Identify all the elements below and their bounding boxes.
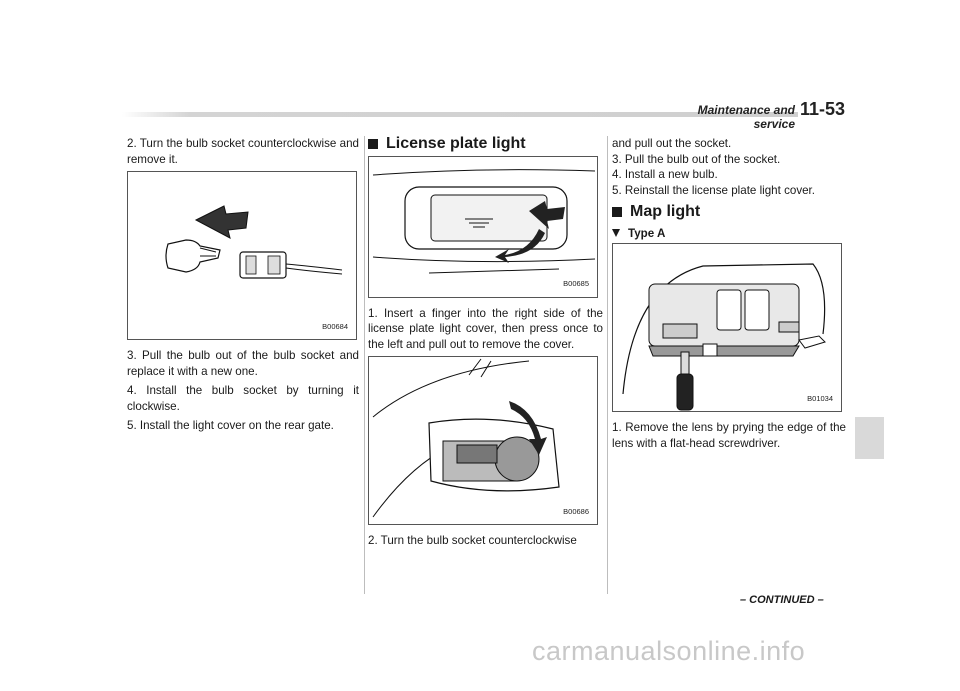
step-3-text: 3. Pull the bulb out of the bulb socket and replace it with a new one. — [127, 349, 359, 378]
step-4-text: 4. Install the bulb socket by turning it clockwise. — [127, 384, 359, 413]
step-1-text: 1. Insert a finger into the right side of the license plate light cover, then press once to the left and pull out to remove the cover. — [368, 306, 603, 351]
step-2-text: 2. Turn the bulb socket counterclockwise — [368, 534, 577, 547]
figure-map-light — [612, 243, 842, 412]
column-2 — [368, 136, 603, 553]
square-bullet-icon — [368, 139, 378, 149]
heading-text: License plate light — [386, 135, 526, 152]
map-light-illustration — [613, 244, 841, 411]
heading-text: Map light — [630, 203, 701, 220]
step-1-text: 1. Remove the lens by prying the edge of the lens with a flat-head screwdriver. — [612, 421, 846, 450]
step-2-text: 2. Turn the bulb socket counterclockwise and remove it. — [127, 137, 359, 166]
step-4-text: 4. Install a new bulb. — [612, 168, 718, 181]
figure-license-socket — [368, 356, 598, 525]
square-bullet-icon — [612, 207, 622, 217]
chapter-tab — [855, 417, 884, 459]
license-socket-illustration — [369, 357, 597, 524]
section-heading — [612, 204, 846, 220]
step-5-text: 5. Install the light cover on the rear gate. — [127, 419, 334, 432]
section-heading — [368, 136, 603, 152]
triangle-bullet-icon — [612, 229, 620, 237]
column-3 — [612, 136, 846, 455]
figure-code: B00686 — [563, 506, 589, 516]
page-number: 11-53 — [800, 99, 846, 119]
section-title: Maintenance and service — [697, 103, 795, 131]
figure-code: B00684 — [322, 321, 348, 331]
bulb-socket-illustration — [128, 172, 356, 339]
figure-license-light — [368, 156, 598, 298]
column-divider — [364, 136, 365, 594]
figure-bulb-socket — [127, 171, 357, 340]
column-1 — [127, 136, 359, 438]
column-divider — [607, 136, 608, 594]
subheading — [612, 226, 846, 242]
continued-footer: – CONTINUED – — [740, 594, 824, 606]
figure-code: B00685 — [563, 279, 589, 288]
step-5-text: 5. Reinstall the license plate light cover. — [612, 183, 816, 197]
figure-code: B01034 — [807, 393, 833, 403]
subheading-text: Type A — [628, 226, 666, 240]
step-3-text: 3. Pull the bulb out of the socket. — [612, 152, 781, 166]
watermark-text: carmanualsonline.info — [532, 636, 806, 666]
continued-text: and pull out the socket. — [612, 137, 732, 150]
